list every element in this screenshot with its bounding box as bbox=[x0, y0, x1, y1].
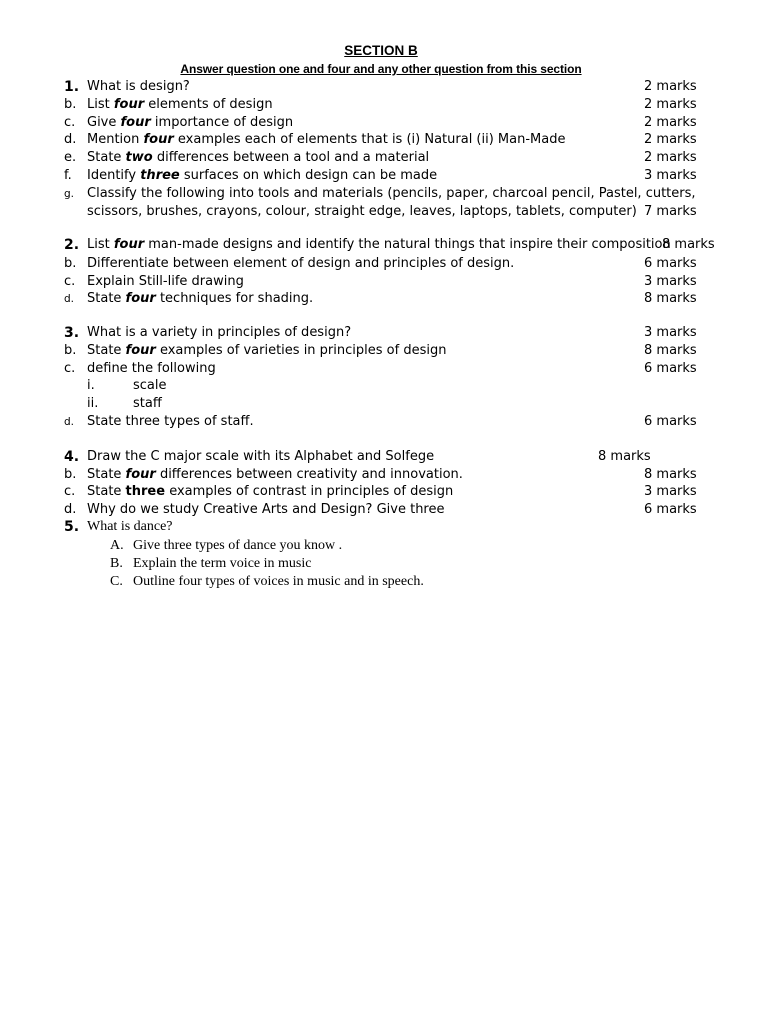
sub-text: scale bbox=[133, 378, 167, 393]
item-text: Mention four examples each of elements that is (i) Natural (ii) Man-Made bbox=[87, 132, 566, 147]
item-text: Give four importance of design bbox=[87, 115, 294, 130]
item-marks: 3 marks bbox=[644, 484, 697, 499]
question-4c bbox=[0, 483, 768, 501]
question-1c bbox=[0, 114, 768, 132]
question-1g-cont bbox=[0, 203, 768, 221]
section-title: SECTION B bbox=[344, 43, 418, 58]
item-text: Classify the following into tools and materials (pencils, paper, charcoal pencil, Pastel, cutters, bbox=[87, 186, 696, 201]
question-4b bbox=[0, 466, 768, 484]
sub-text: Outline four types of voices in music and in speech. bbox=[133, 574, 424, 589]
question-3c bbox=[0, 360, 768, 378]
item-marks: 6 marks bbox=[644, 361, 697, 376]
question-3c-i bbox=[0, 377, 768, 395]
item-text: State four examples of varieties in principles of design bbox=[87, 343, 447, 358]
item-text: List four elements of design bbox=[87, 97, 273, 112]
item-label: c. bbox=[64, 274, 76, 289]
sub-text: staff bbox=[133, 396, 162, 411]
item-text: Differentiate between element of design and principles of design. bbox=[87, 256, 515, 271]
item-label: c. bbox=[64, 484, 76, 499]
item-marks: 2 marks bbox=[644, 150, 697, 165]
item-text: What is design? bbox=[87, 79, 190, 94]
question-3b bbox=[0, 342, 768, 360]
question-3 bbox=[0, 324, 768, 342]
item-label: d. bbox=[64, 502, 77, 517]
sub-label: i. bbox=[87, 378, 95, 393]
item-label: e. bbox=[64, 150, 77, 165]
question-1g bbox=[0, 185, 768, 203]
item-label: d. bbox=[64, 293, 75, 305]
item-text: What is a variety in principles of design? bbox=[87, 325, 352, 340]
item-text: What is dance? bbox=[87, 519, 173, 534]
question-4 bbox=[0, 448, 768, 466]
item-text: List four man-made designs and identify the natural things that inspire their composition bbox=[87, 237, 671, 252]
item-text: State four techniques for shading. bbox=[87, 291, 314, 306]
item-label: b. bbox=[64, 343, 77, 358]
item-text: State three types of staff. bbox=[87, 414, 254, 429]
item-marks: 8 marks bbox=[644, 467, 697, 482]
item-marks: 2 marks bbox=[644, 97, 697, 112]
question-2c bbox=[0, 273, 768, 291]
sub-label: C. bbox=[110, 574, 123, 589]
item-text: State two differences between a tool and a material bbox=[87, 150, 430, 165]
item-label: 1. bbox=[64, 79, 80, 95]
question-2d bbox=[0, 290, 768, 308]
item-label: g. bbox=[64, 188, 75, 200]
item-marks: 2 marks bbox=[644, 132, 697, 147]
item-label: c. bbox=[64, 115, 76, 130]
item-label: b. bbox=[64, 256, 77, 271]
question-1d bbox=[0, 131, 768, 149]
item-label: c. bbox=[64, 361, 76, 376]
item-text: Why do we study Creative Arts and Design? Give three bbox=[87, 502, 445, 517]
item-text: Identify three surfaces on which design can be made bbox=[87, 168, 438, 183]
item-text: State four differences between creativity and innovation. bbox=[87, 467, 463, 482]
item-text: Explain Still-life drawing bbox=[87, 274, 244, 289]
sub-label: A. bbox=[110, 538, 124, 553]
item-marks: 2 marks bbox=[644, 79, 697, 94]
question-2 bbox=[0, 236, 768, 254]
question-1e bbox=[0, 149, 768, 167]
item-label: b. bbox=[64, 467, 77, 482]
question-5a bbox=[0, 537, 768, 555]
item-label: 4. bbox=[64, 449, 80, 465]
item-marks: 2 marks bbox=[644, 115, 697, 130]
item-marks: 7 marks bbox=[644, 204, 697, 219]
item-text: define the following bbox=[87, 361, 216, 376]
item-marks: 6 marks bbox=[644, 256, 697, 271]
question-5b bbox=[0, 555, 768, 573]
question-2b bbox=[0, 255, 768, 273]
item-marks: 3 marks bbox=[644, 325, 697, 340]
question-3c-ii bbox=[0, 395, 768, 413]
question-1b bbox=[0, 96, 768, 114]
item-marks: 8 marks bbox=[662, 237, 715, 252]
item-marks: 3 marks bbox=[644, 168, 697, 183]
item-label: f. bbox=[64, 168, 72, 183]
question-5c bbox=[0, 573, 768, 591]
item-label: 2. bbox=[64, 237, 80, 253]
sub-text: Explain the term voice in music bbox=[133, 556, 312, 571]
question-3d bbox=[0, 413, 768, 431]
item-marks: 6 marks bbox=[644, 502, 697, 517]
question-4d bbox=[0, 501, 768, 519]
item-marks: 8 marks bbox=[644, 343, 697, 358]
item-text: State three examples of contrast in principles of design bbox=[87, 484, 454, 499]
item-label: b. bbox=[64, 97, 77, 112]
question-5 bbox=[0, 518, 768, 536]
question-1f bbox=[0, 167, 768, 185]
item-marks: 8 marks bbox=[644, 291, 697, 306]
sub-text: Give three types of dance you know . bbox=[133, 538, 343, 553]
sub-label: B. bbox=[110, 556, 123, 571]
item-text: scissors, brushes, crayons, colour, straight edge, leaves, laptops, tablets, computer) bbox=[87, 204, 637, 219]
question-1 bbox=[0, 78, 768, 96]
item-label: d. bbox=[64, 416, 75, 428]
item-marks: 6 marks bbox=[644, 414, 697, 429]
sub-label: ii. bbox=[87, 396, 99, 411]
item-marks: 8 marks bbox=[598, 449, 651, 464]
item-marks: 3 marks bbox=[644, 274, 697, 289]
section-instruction: Answer question one and four and any other question from this section bbox=[180, 62, 582, 76]
item-label: 5. bbox=[64, 519, 80, 535]
item-label: d. bbox=[64, 132, 77, 147]
item-text: Draw the C major scale with its Alphabet and Solfege bbox=[87, 449, 435, 464]
item-label: 3. bbox=[64, 325, 80, 341]
